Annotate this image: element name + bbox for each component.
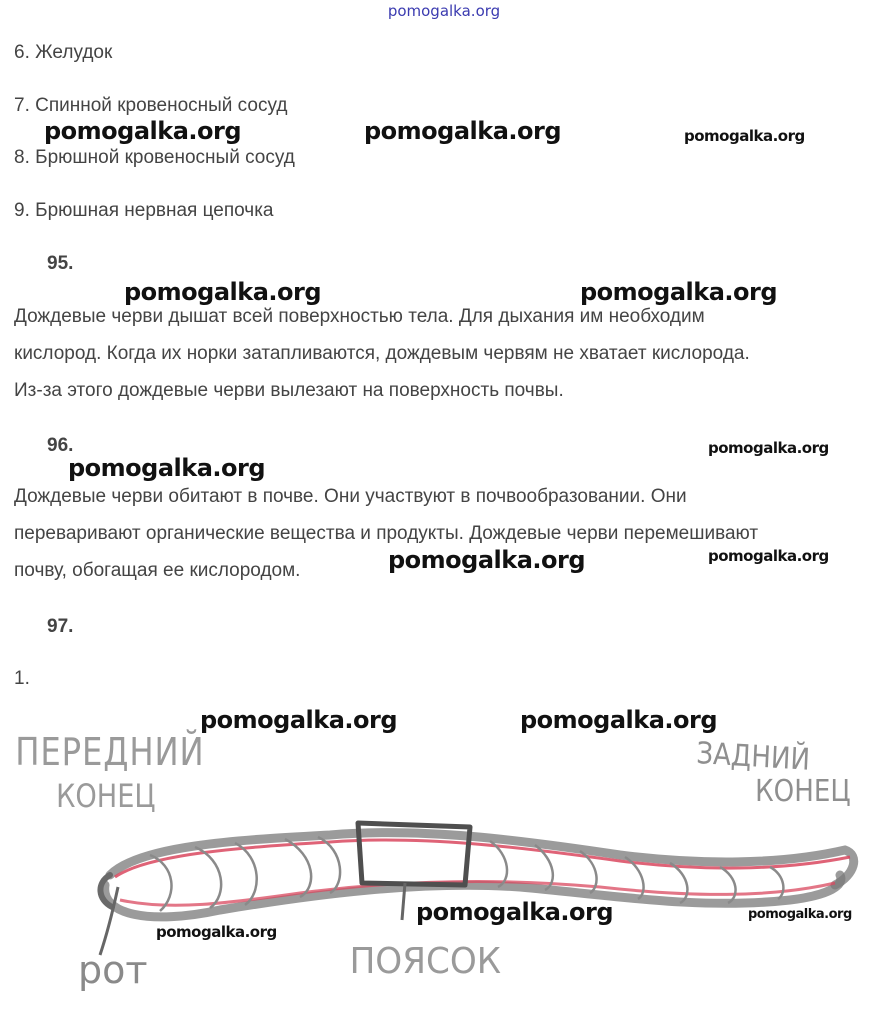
watermark: pomogalka.org	[200, 706, 398, 734]
front-end-line1: ПЕРЕДНИЙ	[15, 730, 205, 775]
task-number-95: 95.	[47, 253, 74, 274]
front-end-label	[15, 729, 204, 815]
list-item-nerve-cord: 9. Брюшная нервная цепочка	[14, 200, 274, 221]
watermark: pomogalka.org	[708, 439, 829, 457]
watermark: pomogalka.org	[520, 706, 718, 734]
earthworm-drawing	[0, 715, 888, 1025]
watermark: pomogalka.org	[684, 127, 805, 145]
watermark: pomogalka.org	[748, 907, 852, 922]
watermark: pomogalka.org	[68, 454, 266, 482]
rear-end-label	[696, 734, 851, 808]
front-end-line2: КОНЕЦ	[56, 777, 156, 816]
task-number-96: 96.	[47, 435, 74, 456]
site-header-link[interactable]: pomogalka.org	[387, 2, 501, 20]
watermark: pomogalka.org	[156, 923, 277, 941]
task-96-line-3: почву, обогащая ее кислородом.	[14, 560, 301, 581]
task-number-97: 97.	[47, 616, 74, 637]
list-item-dorsal-vessel: 7. Спинной кровеносный сосуд	[14, 95, 288, 116]
task-96-line-1: Дождевые черви обитают в почве. Они участвуют в почвообразовании. Они	[14, 486, 687, 507]
task-95-answer	[14, 298, 871, 409]
task-97-sub-item: 1.	[14, 668, 30, 689]
watermark: pomogalka.org	[708, 547, 829, 565]
rear-end-line2: КОНЕЦ	[755, 773, 851, 809]
list-item-stomach: 6. Желудок	[14, 42, 113, 63]
task-96-line-2: переваривают органические вещества и продукты. Дождевые черви перемешивают	[14, 523, 759, 544]
watermark: pomogalka.org	[44, 117, 242, 145]
watermark: pomogalka.org	[364, 117, 562, 145]
list-item-ventral-vessel: 8. Брюшной кровеносный сосуд	[14, 147, 295, 168]
task-95-line-1: Дождевые черви дышат всей поверхностью тела. Для дыхания им необходим	[14, 306, 705, 327]
watermark: pomogalka.org	[580, 278, 778, 306]
watermark: pomogalka.org	[388, 546, 586, 574]
mouth-label: рот	[78, 948, 148, 992]
task-95-line-2: кислород. Когда их норки затапливаются, дождевым червям не хватает кислорода.	[14, 343, 750, 364]
watermark: pomogalka.org	[416, 898, 614, 926]
watermark: pomogalka.org	[124, 278, 322, 306]
task-95-line-3: Из-за этого дождевые черви вылезают на поверхность почвы.	[14, 380, 564, 401]
rear-end-line1: ЗАДНИЙ	[695, 735, 811, 778]
girdle-label: ПОЯСОК	[349, 940, 502, 983]
